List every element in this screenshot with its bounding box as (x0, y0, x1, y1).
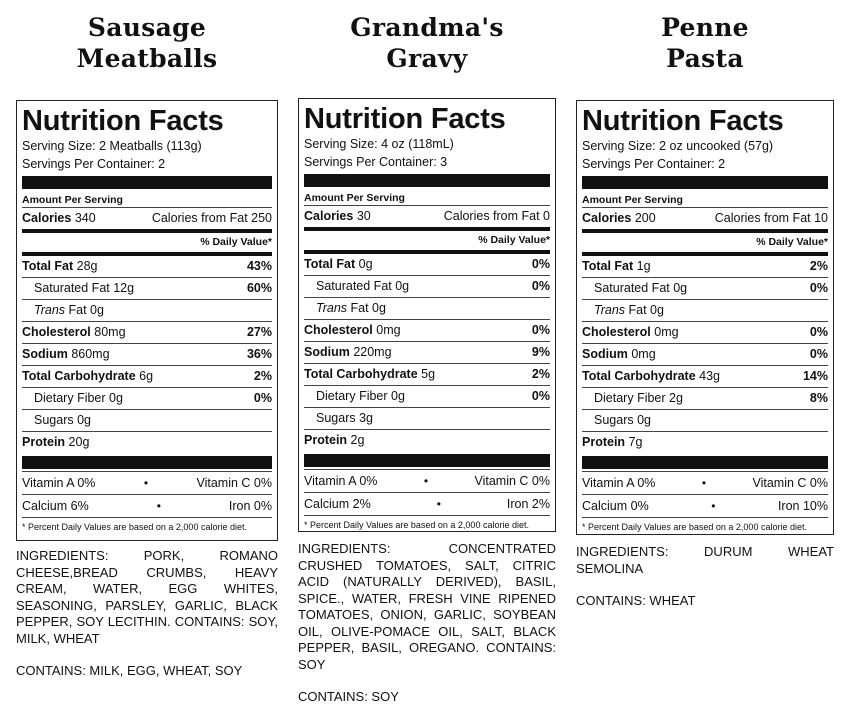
servings-per-container: Servings Per Container: 2 (582, 157, 726, 171)
nutrient-amount: 220mg (353, 345, 392, 359)
nutrient-label (304, 430, 364, 451)
nutrient-label (34, 388, 123, 409)
nutrient-label (582, 256, 651, 277)
nutrient-label (316, 276, 409, 297)
nutrient-name: Saturated Fat (594, 281, 670, 295)
daily-value-header (22, 229, 272, 252)
calories-from-fat: Calories from Fat 10 (714, 211, 828, 225)
bullet-icon: • (423, 474, 429, 488)
nutrient-label (304, 320, 401, 341)
nutrient-daily-value: 2% (809, 259, 828, 273)
calories-row (582, 207, 828, 229)
nutrient-name: Sodium (582, 347, 628, 361)
nutrient-label (316, 386, 405, 407)
thick-divider (22, 176, 272, 189)
nutrient-row (582, 299, 828, 321)
nutrient-label (22, 344, 110, 365)
calories-value: 200 (634, 211, 656, 225)
nutrient-name: Cholesterol (582, 325, 651, 339)
footnote: * Percent Daily Values are based on a 2,000 calorie diet. (22, 517, 272, 534)
nutrient-row (582, 277, 828, 299)
nutrient-label (594, 388, 683, 409)
nutrient-amount: 0g (395, 279, 410, 293)
nutrient-amount: 0mg (631, 347, 656, 361)
nutrient-amount: 43g (699, 369, 721, 383)
ingredients-text: INGREDIENTS: PORK, ROMANO CHEESE,BREAD CRUMBS, HEAVY CREAM, WATER, EGG WHITES, SEASONING, PARSLEY, GARLIC, BLACK PEPPER, SOY LECITHIN. CONTAINS: SOY, MILK, WHEAT (16, 548, 278, 646)
bullet-icon: • (436, 497, 441, 511)
product-column-penne-pasta (576, 0, 834, 608)
ingredients-block (576, 544, 834, 610)
nutrient-amount: 6g (139, 369, 154, 383)
calories-from-fat: Calories from Fat 250 (151, 211, 272, 225)
nutrient-name: Dietary Fiber (594, 391, 666, 405)
nutrient-row (304, 297, 550, 319)
thick-divider (304, 174, 550, 187)
vitamin-a: Vitamin A 0% (582, 476, 656, 490)
serving-size: Serving Size: 4 oz (118mL) (304, 137, 454, 151)
nutrient-row (304, 429, 550, 451)
iron: Iron 10% (777, 499, 828, 513)
nutrient-row (22, 321, 272, 343)
nutrition-facts-heading: Nutrition Facts (22, 105, 224, 137)
calories-value: 30 (356, 209, 371, 223)
nutrient-daily-value: 9% (531, 345, 550, 359)
daily-value-header-text: % Daily Value* (756, 236, 828, 248)
calories-row (304, 205, 550, 227)
calories-label: Calories (304, 209, 354, 223)
nutrient-name: Total Fat (22, 259, 74, 273)
nutrient-label (34, 410, 91, 431)
nutrient-amount: 0mg (654, 325, 679, 339)
nutrient-label (34, 300, 104, 321)
nutrient-label (316, 298, 386, 319)
nutrient-daily-value: 0% (253, 391, 272, 405)
amount-per-serving-label: Amount Per Serving (304, 192, 405, 204)
nutrient-label (22, 366, 153, 387)
nutrient-label (582, 322, 679, 343)
thick-divider (304, 454, 550, 467)
nutrient-amount: 2g (350, 433, 365, 447)
nutrient-name: Sodium (304, 345, 350, 359)
nutrient-daily-value: 36% (246, 347, 272, 361)
nutrition-facts-panel (16, 100, 278, 541)
nutrient-amount: 860mg (71, 347, 110, 361)
thick-divider (582, 176, 828, 189)
vitamin-c: Vitamin C 0% (752, 476, 828, 490)
nutrient-label (304, 254, 373, 275)
vitamin-a: Vitamin A 0% (304, 474, 378, 488)
nutrient-daily-value: 60% (246, 281, 272, 295)
nutrient-label (582, 432, 642, 453)
nutrient-row (22, 299, 272, 321)
daily-value-header-text: % Daily Value* (478, 234, 550, 246)
footnote: * Percent Daily Values are based on a 2,000 calorie diet. (582, 517, 828, 534)
nutrient-name: Protein (582, 435, 626, 449)
nutrient-name-suffix: Fat 0g (350, 301, 386, 315)
nutrient-row (304, 363, 550, 385)
iron: Iron 0% (228, 499, 272, 513)
nutrient-name: Total Fat (304, 257, 356, 271)
contains-text: CONTAINS: SOY (298, 689, 399, 704)
nutrient-row (582, 343, 828, 365)
bullet-icon: • (143, 476, 149, 490)
vitamin-c: Vitamin C 0% (196, 476, 272, 490)
nutrient-amount: 1g (636, 259, 651, 273)
contains-text: CONTAINS: MILK, EGG, WHEAT, SOY (16, 663, 243, 678)
footnote: * Percent Daily Values are based on a 2,000 calorie diet. (304, 515, 550, 532)
nutrient-daily-value: 0% (809, 325, 828, 339)
nutrient-daily-value: 0% (531, 389, 550, 403)
product-title: Penne Pasta (661, 13, 749, 73)
daily-value-header (582, 229, 828, 252)
nutrient-amount: 0g (358, 257, 373, 271)
calcium: Calcium 6% (22, 499, 89, 513)
nutrient-name: Dietary Fiber (34, 391, 106, 405)
nutrient-list (304, 250, 550, 451)
nutrient-row (582, 365, 828, 387)
nutrient-list (22, 252, 272, 453)
nutrient-row (22, 409, 272, 431)
calcium: Calcium 2% (304, 497, 371, 511)
nutrient-label (594, 410, 651, 431)
nutrient-name: Total Carbohydrate (22, 369, 136, 383)
nutrient-daily-value: 27% (246, 325, 272, 339)
calories-label: Calories (582, 211, 632, 225)
calories-from-fat: Calories from Fat 0 (443, 209, 550, 223)
daily-value-header (304, 227, 550, 250)
vitamin-row (304, 469, 550, 492)
nutrient-label (304, 364, 435, 385)
mineral-row (22, 494, 272, 517)
nutrition-facts-heading: Nutrition Facts (582, 105, 784, 137)
calcium: Calcium 0% (582, 499, 649, 513)
nutrient-row (582, 321, 828, 343)
nutrient-name: Saturated Fat (34, 281, 110, 295)
nutrient-row (304, 341, 550, 363)
nutrient-row (22, 252, 272, 277)
nutrient-list (582, 252, 828, 453)
nutrient-amount: 2g (669, 391, 683, 405)
serving-size: Serving Size: 2 oz uncooked (57g) (582, 139, 774, 153)
nutrient-row (304, 319, 550, 341)
nutrient-amount: 20g (68, 435, 90, 449)
nutrient-amount: 0g (77, 413, 91, 427)
vitamin-row (22, 471, 272, 494)
nutrient-amount: 12g (113, 281, 135, 295)
nutrient-daily-value: 0% (531, 323, 550, 337)
mineral-row (582, 494, 828, 517)
nutrient-name: Protein (304, 433, 348, 447)
nutrient-amount: 7g (628, 435, 643, 449)
nutrient-row (22, 277, 272, 299)
vitamin-row (582, 471, 828, 494)
nutrient-amount: 5g (421, 367, 436, 381)
amount-per-serving-label: Amount Per Serving (22, 194, 123, 206)
nutrient-daily-value: 0% (531, 257, 550, 271)
nutrient-name: Cholesterol (22, 325, 91, 339)
nutrient-daily-value: 2% (531, 367, 550, 381)
mineral-row (304, 492, 550, 515)
calories-row (22, 207, 272, 229)
bullet-icon: • (701, 476, 707, 490)
product-column-sausage-meatballs (16, 0, 278, 678)
nutrient-label (582, 344, 656, 365)
vitamin-c: Vitamin C 0% (474, 474, 550, 488)
nutrient-name: Protein (22, 435, 66, 449)
bullet-icon: • (711, 499, 716, 513)
nutrient-amount: 0g (109, 391, 123, 405)
nutrient-amount: 3g (359, 411, 373, 425)
nutrient-name: Sugars (316, 411, 356, 425)
nutrient-row (582, 409, 828, 431)
ingredients-text: INGREDIENTS: CONCENTRATED CRUSHED TOMATOES, SALT, CITRIC ACID (NATURALLY DERIVED), BASIL, SPICE., WATER, FRESH VINE RIPENED TOMATOES, ONION, GARLIC, SOYBEAN OIL, OLIVE-POMACE OIL, SALT, BLACK PEPPER, BASIL, OREGANO. CONTAINS: SOY (298, 541, 556, 672)
nutrient-name: Total Carbohydrate (582, 369, 696, 383)
thick-divider (22, 456, 272, 469)
nutrient-amount: 0g (673, 281, 688, 295)
nutrient-row (22, 343, 272, 365)
nutrient-amount: 0g (391, 389, 405, 403)
nutrition-facts-panel (298, 98, 556, 532)
calories-value: 340 (74, 211, 96, 225)
product-title: Sausage Meatballs (76, 13, 218, 73)
nutrient-label (34, 278, 134, 299)
nutrient-row (22, 431, 272, 453)
nutrient-row (582, 252, 828, 277)
nutrient-name: Cholesterol (304, 323, 373, 337)
nutrient-name: Saturated Fat (316, 279, 392, 293)
nutrient-name-suffix: Fat 0g (68, 303, 104, 317)
nutrient-name-suffix: Fat 0g (628, 303, 664, 317)
product-title: Grandma's Gravy (350, 13, 504, 73)
nutrient-label (316, 408, 373, 429)
daily-value-header-text: % Daily Value* (200, 236, 272, 248)
nutrient-name: Trans (34, 303, 66, 317)
nutrient-name: Total Fat (582, 259, 634, 273)
nutrient-label (594, 300, 664, 321)
bullet-icon: • (156, 499, 161, 513)
amount-per-serving-label: Amount Per Serving (582, 194, 683, 206)
servings-per-container: Servings Per Container: 3 (304, 155, 448, 169)
nutrient-name: Sugars (594, 413, 634, 427)
nutrient-label (22, 432, 89, 453)
servings-per-container: Servings Per Container: 2 (22, 157, 166, 171)
product-column-grandmas-gravy (298, 0, 556, 704)
nutrient-amount: 0mg (376, 323, 401, 337)
nutrient-name: Sodium (22, 347, 68, 361)
contains-text: CONTAINS: WHEAT (576, 593, 696, 608)
nutrient-row (304, 250, 550, 275)
ingredients-text: INGREDIENTS: DURUM WHEAT SEMOLINA (576, 544, 834, 576)
nutrient-name: Total Carbohydrate (304, 367, 418, 381)
nutrient-name: Trans (316, 301, 348, 315)
nutrient-label (304, 342, 392, 363)
nutrient-daily-value: 0% (531, 279, 550, 293)
nutrient-row (304, 407, 550, 429)
nutrient-daily-value: 0% (809, 281, 828, 295)
nutrient-row (582, 387, 828, 409)
nutrition-facts-heading: Nutrition Facts (304, 103, 506, 135)
nutrient-amount: 0g (637, 413, 651, 427)
thick-divider (582, 456, 828, 469)
nutrient-name: Sugars (34, 413, 74, 427)
nutrient-label (582, 366, 720, 387)
ingredients-block (16, 548, 278, 680)
nutrient-label (22, 256, 98, 277)
nutrient-amount: 80mg (94, 325, 126, 339)
iron: Iron 2% (506, 497, 550, 511)
nutrient-row (22, 387, 272, 409)
serving-size: Serving Size: 2 Meatballs (113g) (22, 139, 202, 153)
nutrition-facts-panel (576, 100, 834, 535)
nutrient-daily-value: 2% (253, 369, 272, 383)
nutrient-label (594, 278, 687, 299)
nutrient-row (582, 431, 828, 453)
ingredients-block (298, 541, 556, 706)
nutrient-daily-value: 43% (246, 259, 272, 273)
nutrient-amount: 28g (76, 259, 98, 273)
nutrient-row (22, 365, 272, 387)
nutrient-daily-value: 8% (809, 391, 828, 405)
nutrient-name: Dietary Fiber (316, 389, 388, 403)
vitamin-a: Vitamin A 0% (22, 476, 96, 490)
nutrient-daily-value: 0% (809, 347, 828, 361)
calories-label: Calories (22, 211, 72, 225)
nutrient-label (22, 322, 126, 343)
nutrient-row (304, 385, 550, 407)
nutrient-daily-value: 14% (802, 369, 828, 383)
nutrient-name: Trans (594, 303, 626, 317)
nutrient-row (304, 275, 550, 297)
